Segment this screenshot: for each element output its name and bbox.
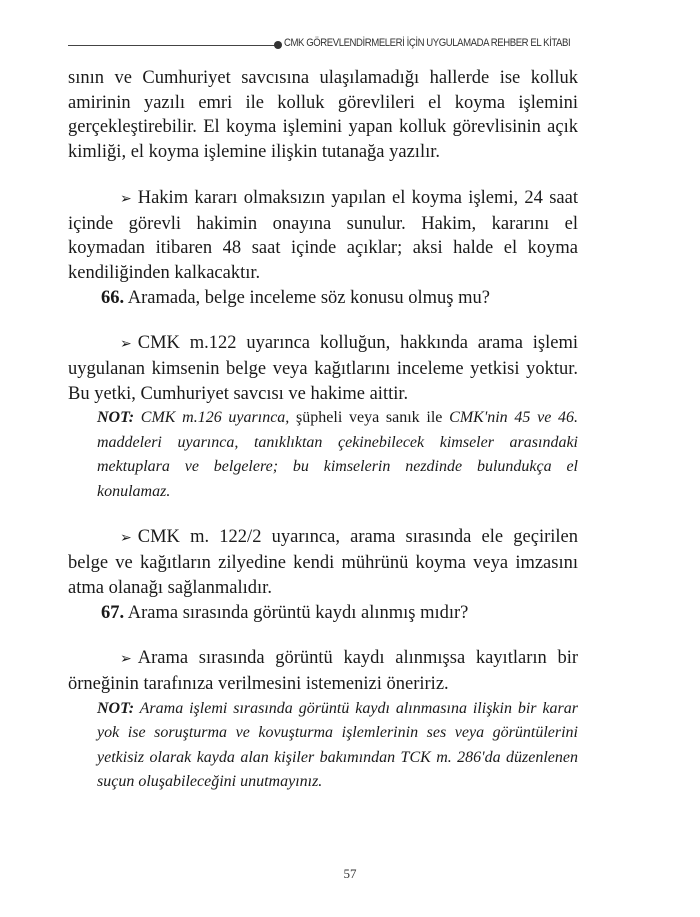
page-body — [68, 66, 578, 795]
bullet-paragraph-seal-signature — [68, 525, 578, 600]
paragraph-continuation: sının ve Cumhuriyet savcısına ulaşılamadığı hallerde ise kolluk amirinin yazılı emri ile kolluk görevlileri el koyma işlemini gerçekleştirebilir. El koyma işlemini yapan kolluk görevlisinin açık kimliği, el koyma işlemine ilişkin tutanağa yazılır. — [68, 68, 578, 163]
arrow-bullet-icon: ➢ — [120, 336, 132, 353]
page-number: 57 — [343, 866, 357, 881]
question-text: Arama sırasında görüntü kaydı alınmış mıdır? — [127, 602, 469, 623]
note-text-upright: şüpheli veya sanık ile — [296, 409, 443, 427]
note-text: CMK m.126 uyarınca, — [140, 409, 290, 427]
bullet-paragraph-seizure-approval — [68, 186, 578, 286]
question-66 — [68, 286, 578, 311]
bullet-text: CMK m.122 uyarınca kolluğun, hakkında arama işlemi uygulanan kimsenin belge veya kağıtlarını inceleme yetkisi yoktur. Bu yetki, Cumhuriyet savcısı ve hakime aittir. — [68, 333, 578, 404]
bullet-paragraph-document-inspection — [68, 331, 578, 406]
note-block-2 — [68, 697, 578, 795]
bullet-text: Hakim kararı olmaksızın yapılan el koyma işlemi, 24 saat içinde görevli hakimin onayına sunulur. Hakim, kararını el koymadan itibaren 48 saat içinde açıklar; aksi halde el koyma kendiliğinden kalkacaktır. — [68, 187, 578, 283]
header-bullet-dot — [274, 41, 282, 49]
running-header — [68, 36, 580, 56]
arrow-bullet-icon: ➢ — [120, 530, 132, 547]
question-number: 66. — [101, 287, 125, 308]
note-label: NOT: — [97, 699, 135, 717]
header-rule — [68, 45, 276, 46]
question-text: Aramada, belge inceleme söz konusu olmuş mu? — [127, 287, 490, 308]
question-67 — [68, 601, 578, 626]
bullet-text: Arama sırasında görüntü kaydı alınmışsa kayıtların bir örneğinin tarafınıza verilmesini istemenizi öneririz. — [68, 648, 578, 694]
question-number: 67. — [101, 602, 125, 623]
arrow-bullet-icon: ➢ — [120, 190, 132, 207]
note-text: Arama işlemi sırasında görüntü kaydı alınmasına ilişkin bir karar yok ise soruşturma ve kovuşturma işlemlerinin ses veya görüntülerini yetkisiz olarak kayda alan kişiler bakımından TCK m. 286'da düzenlenen suçun oluşabileceğini unutmayınız. — [97, 699, 578, 791]
note-block-1 — [68, 406, 578, 504]
note-text: CMK'nin 45 ve 46. maddeleri uyarınca, tanıklıktan çekinebilecek kimseler arasındaki mektuplara ve belgelere; bu kimselerin nezdinde bulundukça el konulamaz. — [97, 409, 579, 500]
bullet-paragraph-video-record — [68, 646, 578, 696]
bullet-text: CMK m. 122/2 uyarınca, arama sırasında ele geçirilen belge ve kağıtların zilyedine kendi mührünü koyma veya imzasını atma olanağı sağlanmalıdır. — [68, 527, 578, 598]
header-title: CMK GÖREVLENDİRMELERİ İÇİN UYGULAMADA REHBER EL KİTABI — [284, 37, 571, 49]
note-label: NOT: — [97, 409, 135, 427]
arrow-bullet-icon: ➢ — [120, 651, 132, 668]
